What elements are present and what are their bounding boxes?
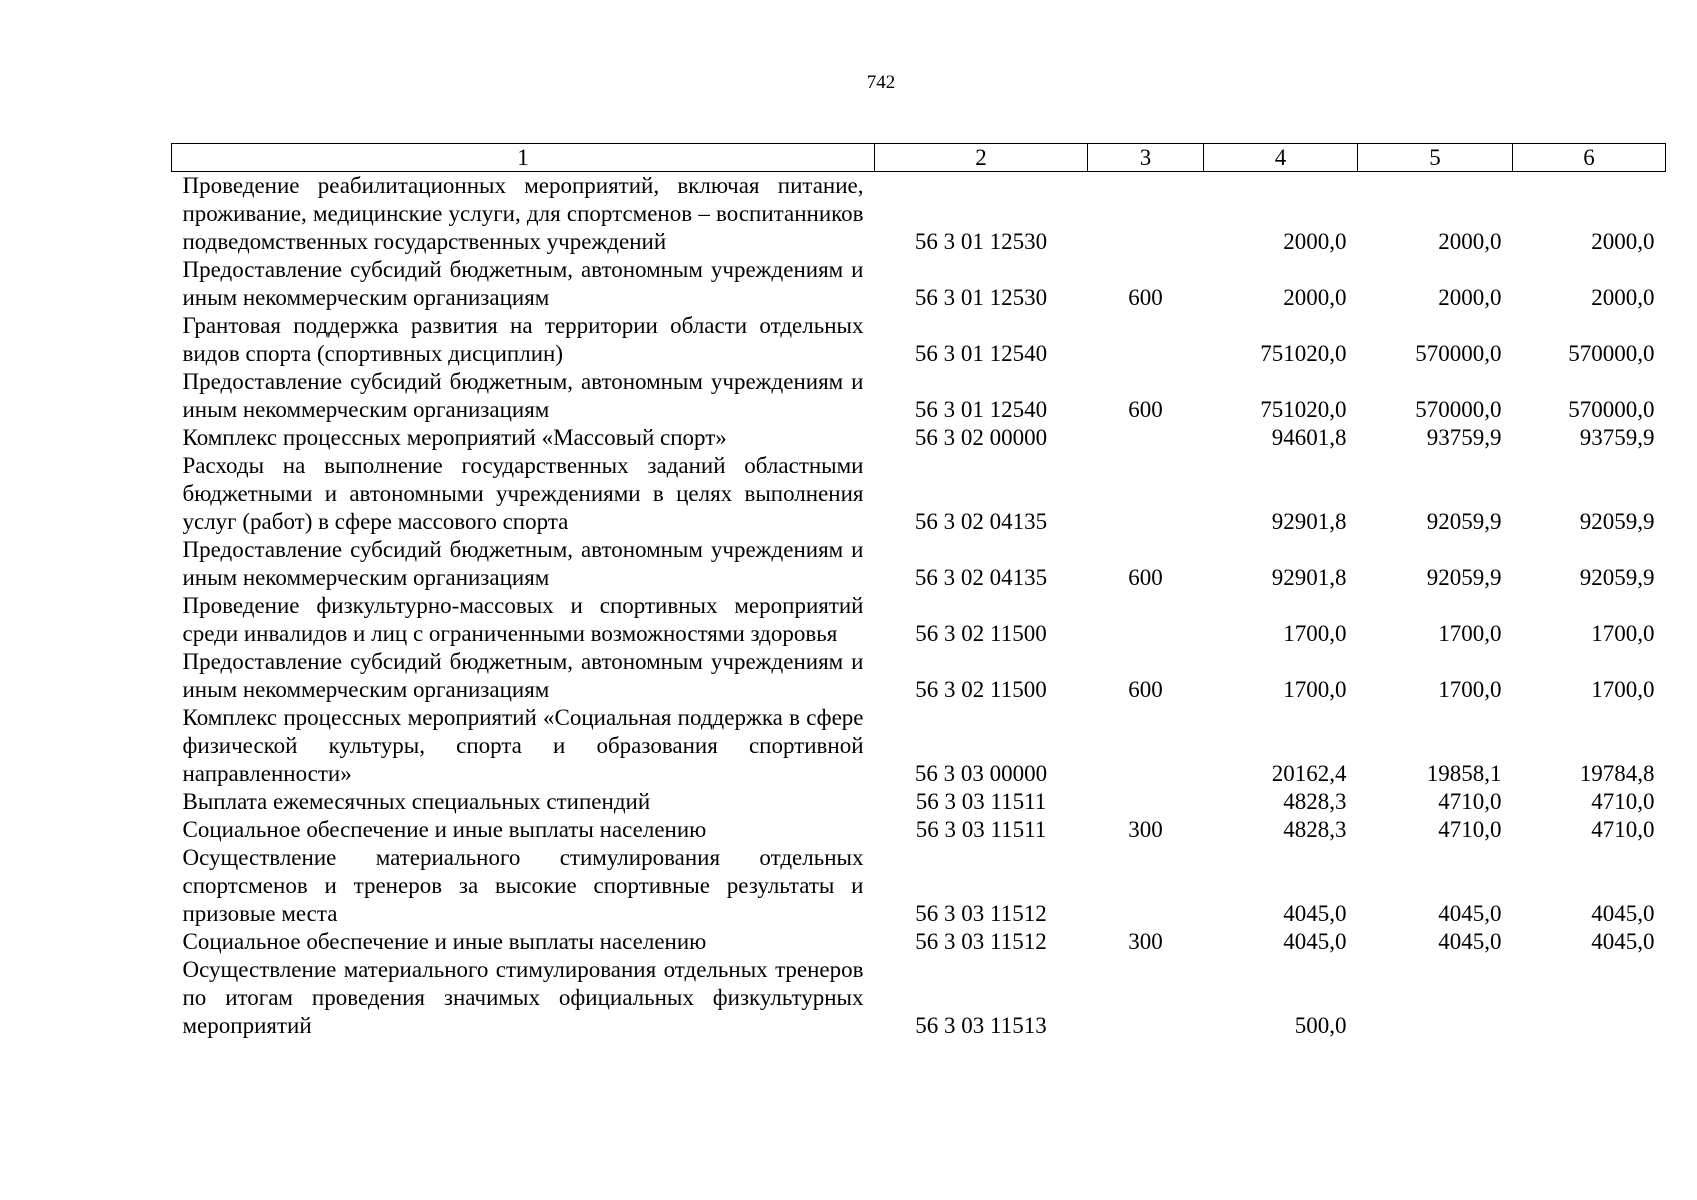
expense-type-cell [1088, 592, 1204, 648]
amount-col-5-cell: 2000,0 [1438, 229, 1502, 254]
target-code-cell: 56 3 03 11512 [915, 901, 1047, 926]
expense-type-cell [1088, 704, 1204, 788]
expense-type-cell [1088, 788, 1204, 816]
table-row [172, 368, 1666, 424]
amount-col-6-cell: 19784,8 [1579, 761, 1655, 786]
amount-col-5-cell: 570000,0 [1415, 341, 1502, 366]
amount-col-5-cell: 4045,0 [1438, 901, 1502, 926]
amount-col-4-cell: 2000,0 [1283, 285, 1347, 310]
target-code-cell: 56 3 02 00000 [914, 425, 1048, 450]
amount-col-6-cell: 570000,0 [1568, 397, 1655, 422]
amount-col-4-cell: 92901,8 [1271, 565, 1347, 590]
column-header: 2 [875, 144, 1088, 172]
target-code-cell: 56 3 02 11500 [915, 621, 1047, 646]
amount-col-6-cell: 2000,0 [1591, 229, 1655, 254]
table-row [172, 172, 1666, 257]
target-code-cell: 56 3 01 12540 [914, 397, 1048, 422]
expense-type-cell [1088, 172, 1204, 257]
amount-col-6-cell: 4045,0 [1591, 901, 1655, 926]
amount-col-4-cell: 4828,3 [1283, 789, 1347, 814]
amount-col-5-cell [1358, 956, 1513, 1040]
row-name-cell: Социальное обеспечение и иные выплаты населению [182, 817, 707, 842]
amount-col-5-cell: 4710,0 [1438, 817, 1502, 842]
row-name-cell: Предоставление субсидий бюджетным, автономным учреждениям и иным некоммерческим организациям [182, 649, 864, 702]
amount-col-4-cell: 751020,0 [1260, 341, 1347, 366]
column-header: 4 [1204, 144, 1358, 172]
amount-col-4-cell: 4045,0 [1283, 901, 1347, 926]
amount-col-4-cell: 1700,0 [1283, 677, 1347, 702]
amount-col-6-cell: 570000,0 [1568, 341, 1655, 366]
target-code-cell: 56 3 01 12530 [914, 229, 1048, 254]
row-name-cell: Комплекс процессных мероприятий «Социальная поддержка в сфере физической культуры, спорта и образования спортивной направленности» [182, 705, 864, 786]
table-row [172, 256, 1666, 312]
amount-col-6-cell: 2000,0 [1591, 285, 1655, 310]
expense-type-cell: 600 [1128, 285, 1163, 310]
column-header: 1 [172, 144, 875, 172]
amount-col-4-cell: 4828,3 [1283, 817, 1347, 842]
amount-col-4-cell: 2000,0 [1283, 229, 1347, 254]
target-code-cell: 56 3 02 04135 [914, 565, 1048, 590]
target-code-cell: 56 3 01 12530 [914, 285, 1048, 310]
amount-col-4-cell: 1700,0 [1283, 621, 1347, 646]
expense-type-cell: 600 [1128, 677, 1163, 702]
expense-type-cell: 600 [1128, 565, 1163, 590]
table-row [172, 928, 1666, 956]
target-code-cell: 56 3 03 00000 [914, 761, 1048, 786]
table-row [172, 312, 1666, 368]
expense-type-cell: 300 [1128, 929, 1163, 954]
table-row [172, 536, 1666, 592]
amount-col-6-cell: 4710,0 [1591, 817, 1655, 842]
row-name-cell: Грантовая поддержка развития на территории области отдельных видов спорта (спортивных дисциплин) [182, 313, 864, 366]
column-header: 3 [1088, 144, 1204, 172]
row-name-cell: Проведение физкультурно-массовых и спортивных мероприятий среди инвалидов и лиц с ограниченными возможностями здоровья [182, 593, 864, 646]
amount-col-5-cell: 4045,0 [1438, 929, 1502, 954]
amount-col-5-cell: 1700,0 [1438, 621, 1502, 646]
amount-col-5-cell: 2000,0 [1438, 285, 1502, 310]
row-name-cell: Проведение реабилитационных мероприятий, включая питание, проживание, медицинские услуги, для спортсменов – воспитанников подведомственных государственных учреждений [182, 173, 864, 254]
amount-col-6-cell: 93759,9 [1579, 425, 1655, 450]
row-name-cell: Предоставление субсидий бюджетным, автономным учреждениям и иным некоммерческим организациям [182, 369, 864, 422]
expense-type-cell [1088, 424, 1204, 452]
column-header: 6 [1513, 144, 1666, 172]
target-code-cell: 56 3 03 11511 [915, 789, 1047, 814]
table-row [172, 816, 1666, 844]
amount-col-6-cell: 4045,0 [1591, 929, 1655, 954]
amount-col-5-cell: 93759,9 [1426, 425, 1502, 450]
amount-col-6-cell: 4710,0 [1591, 789, 1655, 814]
amount-col-6-cell: 92059,9 [1579, 509, 1655, 534]
target-code-cell: 56 3 03 11512 [915, 929, 1047, 954]
column-header: 5 [1358, 144, 1513, 172]
row-name-cell: Комплекс процессных мероприятий «Массовый спорт» [182, 425, 727, 450]
table-row [172, 648, 1666, 704]
amount-col-6-cell: 1700,0 [1591, 621, 1655, 646]
target-code-cell: 56 3 03 11513 [915, 1013, 1047, 1038]
amount-col-5-cell: 92059,9 [1426, 565, 1502, 590]
header-row [172, 144, 1666, 172]
target-code-cell: 56 3 02 11500 [915, 677, 1047, 702]
table-row [172, 704, 1666, 788]
row-name-cell: Социальное обеспечение и иные выплаты населению [182, 929, 707, 954]
row-name-cell: Расходы на выполнение государственных заданий областными бюджетными и автономными учреждениями в целях выполнения услуг (работ) в сфере массового спорта [182, 453, 864, 534]
table-row [172, 452, 1666, 536]
amount-col-6-cell: 1700,0 [1591, 677, 1655, 702]
amount-col-4-cell: 751020,0 [1260, 397, 1347, 422]
target-code-cell: 56 3 02 04135 [914, 509, 1048, 534]
row-name-cell: Осуществление материального стимулирования отдельных спортсменов и тренеров за высокие спортивные результаты и призовые места [182, 845, 864, 926]
amount-col-4-cell: 4045,0 [1283, 929, 1347, 954]
expense-type-cell [1088, 312, 1204, 368]
amount-col-4-cell: 94601,8 [1271, 425, 1347, 450]
amount-col-6-cell: 92059,9 [1579, 565, 1655, 590]
expense-type-cell [1088, 452, 1204, 536]
row-name-cell: Предоставление субсидий бюджетным, автономным учреждениям и иным некоммерческим организациям [182, 537, 864, 590]
amount-col-5-cell: 4710,0 [1438, 789, 1502, 814]
amount-col-4-cell: 92901,8 [1271, 509, 1347, 534]
table-row [172, 424, 1666, 452]
target-code-cell: 56 3 03 11511 [915, 817, 1047, 842]
table-row [172, 844, 1666, 928]
amount-col-4-cell: 20162,4 [1271, 761, 1347, 786]
row-name-cell: Выплата ежемесячных специальных стипендий [182, 789, 651, 814]
table-row [172, 788, 1666, 816]
page-number: 742 [866, 72, 896, 93]
amount-col-6-cell [1513, 956, 1666, 1040]
amount-col-5-cell: 92059,9 [1426, 509, 1502, 534]
budget-table [171, 143, 1666, 1040]
expense-type-cell: 300 [1128, 817, 1163, 842]
amount-col-5-cell: 1700,0 [1438, 677, 1502, 702]
table-row [172, 592, 1666, 648]
row-name-cell: Предоставление субсидий бюджетным, автономным учреждениям и иным некоммерческим организациям [182, 257, 864, 310]
table-row [172, 956, 1666, 1040]
expense-type-cell [1088, 956, 1204, 1040]
amount-col-4-cell: 500,0 [1294, 1013, 1347, 1038]
expense-type-cell [1088, 844, 1204, 928]
row-name-cell: Осуществление материального стимулирования отдельных тренеров по итогам проведения значимых официальных физкультурных мероприятий [182, 957, 864, 1038]
amount-col-5-cell: 570000,0 [1415, 397, 1502, 422]
amount-col-5-cell: 19858,1 [1426, 761, 1502, 786]
expense-type-cell: 600 [1128, 397, 1163, 422]
table-body [172, 172, 1666, 1041]
table-header [172, 144, 1666, 172]
target-code-cell: 56 3 01 12540 [914, 341, 1048, 366]
